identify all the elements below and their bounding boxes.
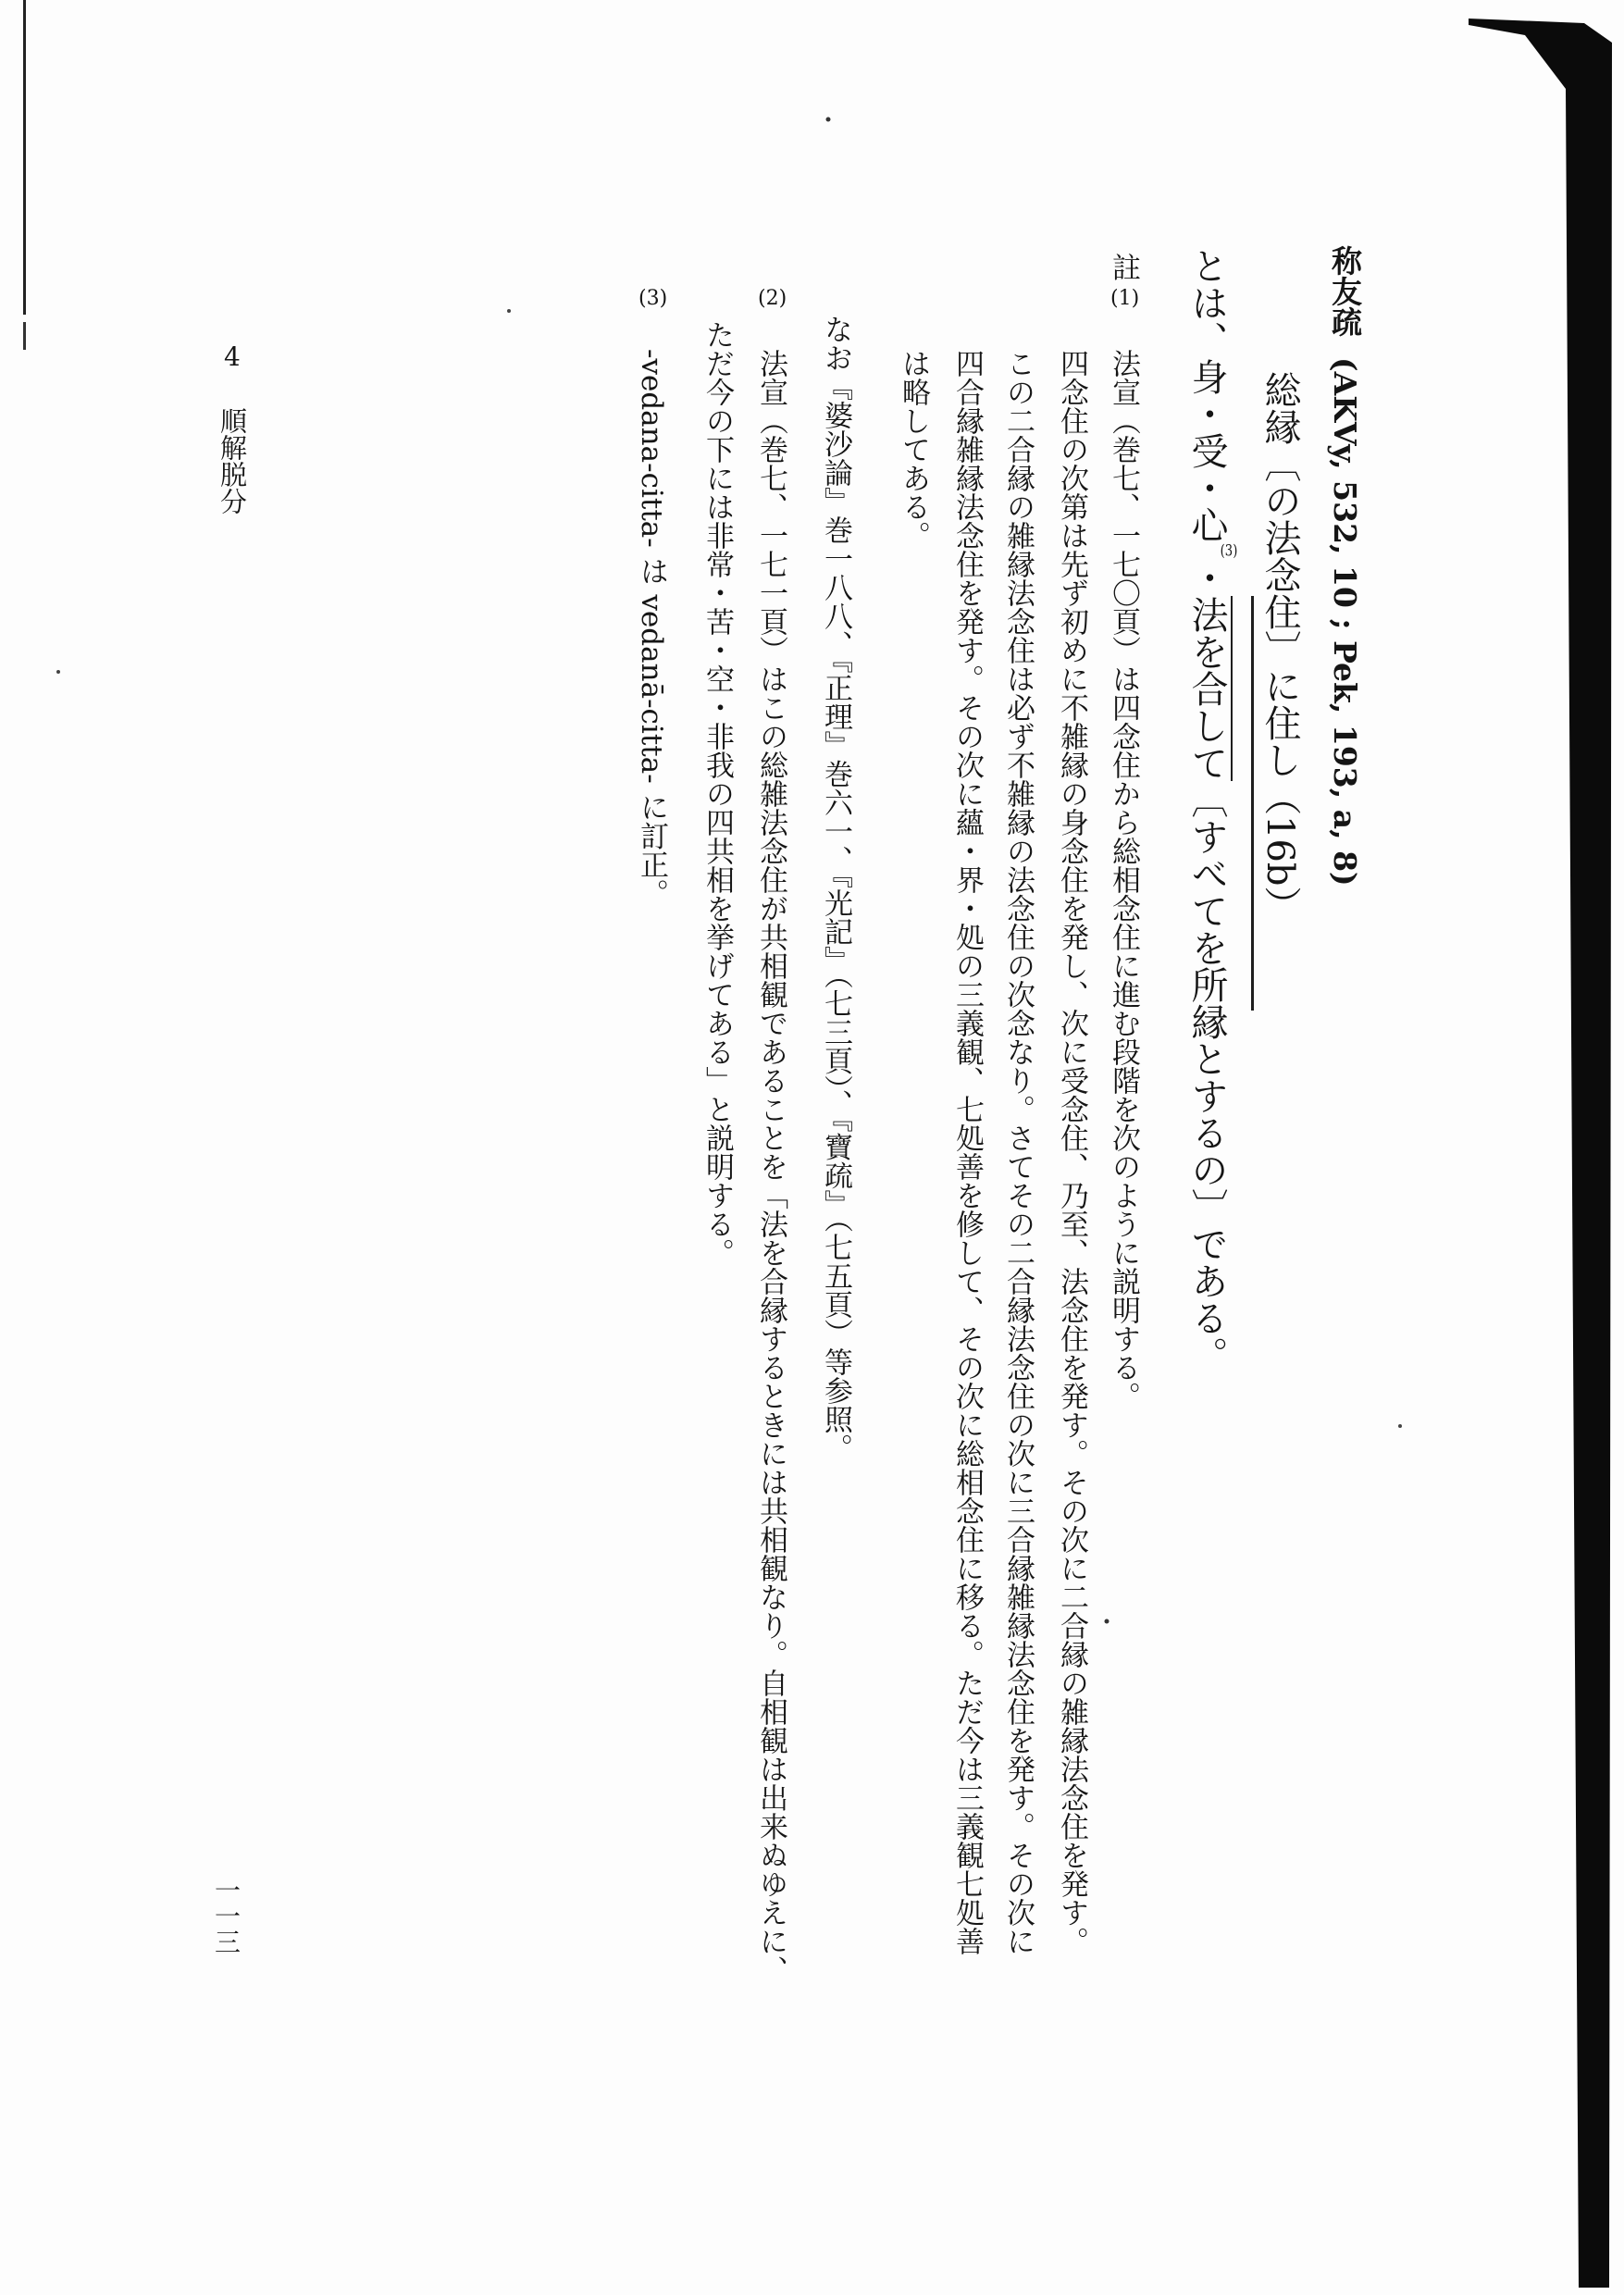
- scan-speck: [1398, 1424, 1402, 1428]
- page-number: 一一三: [211, 1877, 242, 1954]
- scan-left-edge-mark: [23, 322, 26, 350]
- scan-speck: [56, 670, 60, 674]
- verse-line-2-start: とは、身・受・心: [1185, 247, 1228, 543]
- scan-left-edge-line: [23, 0, 26, 315]
- scan-speck: [1105, 1619, 1110, 1624]
- notes-heading: 註: [1107, 253, 1140, 281]
- scan-speck: [507, 309, 511, 313]
- section-title: 順解脱分: [217, 407, 248, 515]
- verse-line-1: 総縁〔の法念住〕に住し（16b）: [1258, 371, 1301, 924]
- note-1-line: この二合縁の雑縁法念住は必ず不雑縁の法念住の次念なり。さてその二合縁法念住の次に三合縁雑縁法念住を発す。その次に: [1001, 349, 1035, 1955]
- note-2-line: 法宣（巻七、一七一頁）はこの総雑法念住が共相観であることを「法を合縁するときには共相観なり。自相観は出来ぬゆえに、: [754, 349, 787, 1984]
- running-header-reference: (AKVy, 532, 10 ; Pek, 193, a, 8): [1327, 357, 1363, 887]
- verse-line-2-dot: ・: [1185, 559, 1228, 596]
- verse-line-2: [1185, 247, 1238, 1373]
- verse-sideline: [1251, 596, 1254, 1011]
- footnote-reference: (3): [1220, 543, 1238, 559]
- note-1-line: 法宣（巻七、一七〇頁）は四念住から総相念住に進む段階を次のように説明する。: [1107, 349, 1140, 1410]
- note-marker-2: (2): [758, 287, 787, 310]
- running-header: [1327, 245, 1363, 887]
- note-1-line: は略してある。: [897, 349, 930, 550]
- note-3-line: -vedana-citta- は vedanā-citta- に訂正。: [635, 349, 668, 908]
- note-1-line: 四合縁雑縁法念住を発す。その次に蘊・界・処の三義観、七処善を修して、その次に総相念住に移る。ただ今は三義観七処善: [950, 349, 984, 1955]
- verse-line-2-marked-phrase: 法を合して: [1185, 596, 1233, 781]
- note-marker-1: (1): [1110, 287, 1140, 310]
- section-number: 4: [224, 341, 241, 372]
- scan-edge-shadow: [1469, 19, 1612, 2288]
- verse-line-2-end: 〔すべてを所縁とするの〕である。: [1185, 781, 1228, 1373]
- note-1-line: なお『婆沙論』巻一八八、『正理』巻六一、『光記』（七三頁）、『寶疏』（七五頁）等参照。: [819, 315, 852, 1462]
- note-1-line: 四念住の次第は先ず初めに不雑縁の身念住を発し、次に受念住、乃至、法念住を発す。その次に二合縁の雑縁法念住を発す。: [1055, 349, 1088, 1955]
- running-header-title: 称友疏: [1327, 245, 1363, 337]
- note-marker-3: (3): [638, 287, 668, 310]
- note-2-line: ただ今の下には非常・苦・空・非我の四共相を挙げてある」と説明する。: [700, 320, 734, 1267]
- scan-speck: [826, 118, 831, 122]
